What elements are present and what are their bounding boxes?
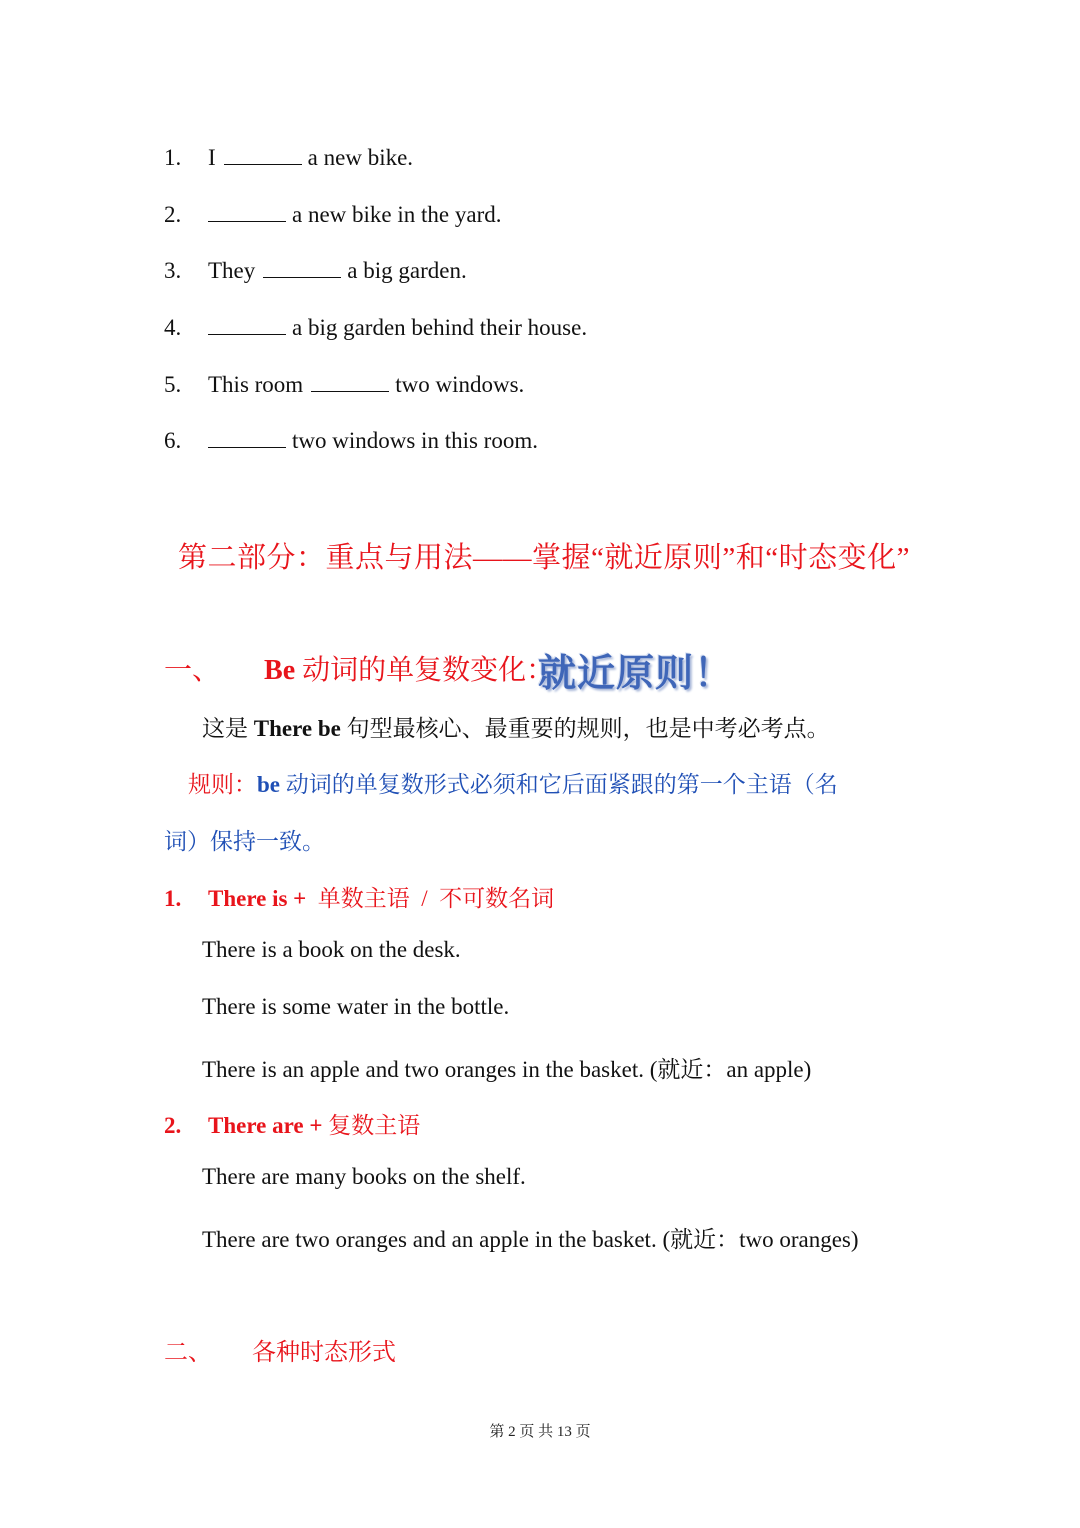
exercise-number: 2.	[164, 202, 182, 227]
exercise-suffix: a big garden.	[347, 258, 467, 283]
exercise-number: 4.	[164, 315, 182, 340]
section-1-prefix: 一、	[164, 655, 221, 686]
example-sentence: There is an apple and two oranges in the basket. (就近：an apple)	[202, 1057, 812, 1082]
exercise-prefix: They	[208, 258, 256, 283]
example-sentence: There is some water in the bottle.	[202, 994, 510, 1019]
exercise-number: 6.	[164, 428, 182, 453]
example-sentence: There are two oranges and an apple in the basket. (就近：two oranges)	[202, 1227, 859, 1252]
answer-blank[interactable]	[208, 333, 286, 335]
exercise-suffix: two windows in this room.	[292, 428, 538, 453]
subsection-text: 单数主语 / 不可数名词	[312, 886, 555, 911]
exercise-prefix: I	[208, 145, 216, 170]
exercise-6	[164, 428, 538, 454]
intro-text-bold: There be	[253, 716, 341, 741]
section-1-bold: Be	[264, 655, 296, 686]
exercise-number: 3.	[164, 258, 182, 283]
example-sentence: There are many books on the shelf.	[202, 1164, 526, 1189]
answer-blank[interactable]	[263, 276, 341, 278]
section-1-heading	[164, 648, 554, 688]
exercise-1	[164, 145, 413, 171]
rule-label: 规则：	[188, 772, 257, 797]
subsection-2-heading	[164, 1107, 420, 1140]
rule-bold: be	[257, 772, 280, 797]
answer-blank[interactable]	[311, 390, 389, 392]
exercise-suffix: a new bike.	[307, 145, 414, 170]
exercise-2	[164, 202, 501, 228]
subsection-bold: There are +	[208, 1113, 329, 1138]
answer-blank[interactable]	[208, 446, 286, 448]
exercise-3	[164, 258, 467, 284]
exercise-4	[164, 315, 587, 341]
section-2-text: 各种时态形式	[252, 1340, 396, 1366]
rule-text-1: 动词的单复数形式必须和它后面紧跟的第一个主语（名	[280, 772, 838, 797]
exercise-5	[164, 372, 524, 398]
exercise-suffix: a new bike in the yard.	[292, 202, 502, 227]
subsection-number: 1.	[164, 886, 182, 911]
part-title: 第二部分：重点与用法——掌握“就近原则”和“时态变化”	[178, 542, 910, 574]
subsection-1-heading	[164, 880, 554, 913]
exercise-suffix: two windows.	[395, 372, 525, 397]
section-1-text: 动词的单复数变化：	[295, 655, 555, 686]
exercise-prefix: This room	[208, 372, 304, 397]
exercise-number: 1.	[164, 145, 182, 170]
rule-line-1	[188, 766, 838, 799]
section-2-prefix: 二、	[164, 1340, 212, 1366]
subsection-number: 2.	[164, 1113, 182, 1138]
exercise-suffix: a big garden behind their house.	[292, 315, 588, 340]
answer-blank[interactable]	[224, 163, 302, 165]
subsection-bold: There is +	[208, 886, 313, 911]
section-2-heading	[164, 1332, 396, 1367]
page-footer: 第 2 页 共 13 页	[489, 1424, 591, 1440]
intro-paragraph	[202, 710, 830, 743]
answer-blank[interactable]	[208, 220, 286, 222]
wordart-proximity-rule: 就近原则！	[538, 651, 734, 695]
exercise-number: 5.	[164, 372, 182, 397]
subsection-text: 复数主语	[328, 1113, 421, 1138]
example-sentence: There is a book on the desk.	[202, 937, 461, 962]
intro-text-c: 句型最核心、最重要的规则，也是中考必考点。	[340, 716, 830, 741]
intro-text-a: 这是	[202, 716, 254, 741]
rule-line-2: 词）保持一致。	[164, 829, 325, 854]
